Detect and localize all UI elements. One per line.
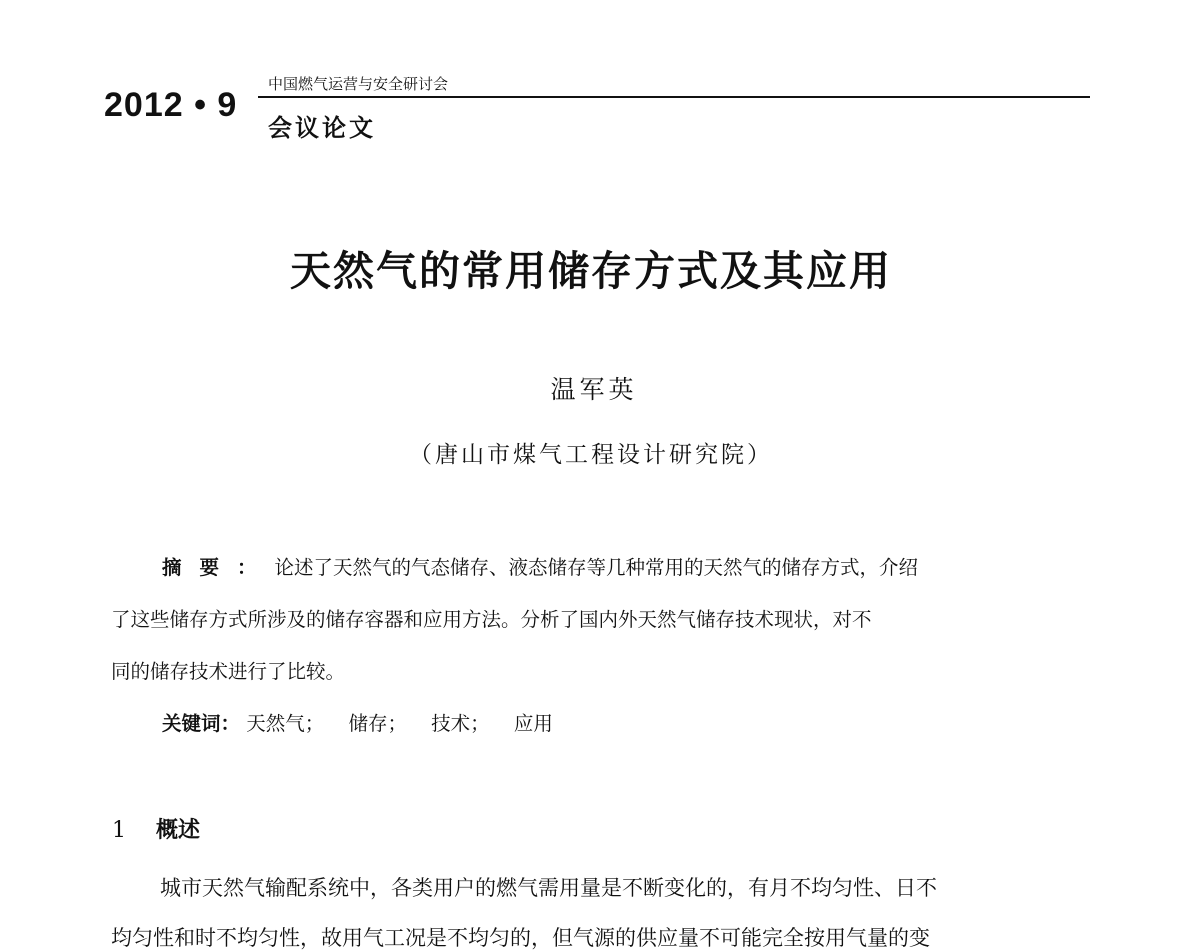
paper-title: 天然气的常用储存方式及其应用 [290,247,892,295]
keyword: 储存； [348,712,407,735]
keywords-line [162,708,571,736]
section-title: 概述 [156,817,201,843]
journal-year-issue: 2012 • 9 [104,86,238,124]
keyword: 技术； [431,712,490,735]
conference-name: 中国燃气运营与安全研讨会 [268,75,449,93]
abstract-label: 摘要： [162,556,275,579]
section-heading [112,813,200,844]
keywords-label: 关键词： [162,712,241,735]
abstract-line [162,552,918,580]
author-affiliation: （唐山市煤气工程设计研究院） [409,442,773,468]
body-line: 均匀性和时不均匀性，故用气工况是不均匀的，但气源的供应量不可能完全按用气量的变 [111,926,930,950]
body-line: 城市天然气输配系统中，各类用户的燃气需用量是不断变化的，有月不均匀性、日不 [160,876,937,900]
abstract-line: 了这些储存方式所涉及的储存容器和应用方法。分析了国内外天然气储存技术现状，对不 [111,608,872,631]
keyword: 应用 [513,712,553,735]
paper-author: 温军英 [550,375,638,404]
abstract-text: 论述了天然气的气态储存、液态储存等几种常用的天然气的储存方式，介绍 [274,556,919,579]
header-rule [258,96,1090,98]
keyword: 天然气； [246,712,325,735]
conference-paper-label: 会议论文 [268,113,376,142]
abstract-line: 同的储存技术进行了比较。 [111,660,346,683]
section-number: 1 [112,818,126,843]
